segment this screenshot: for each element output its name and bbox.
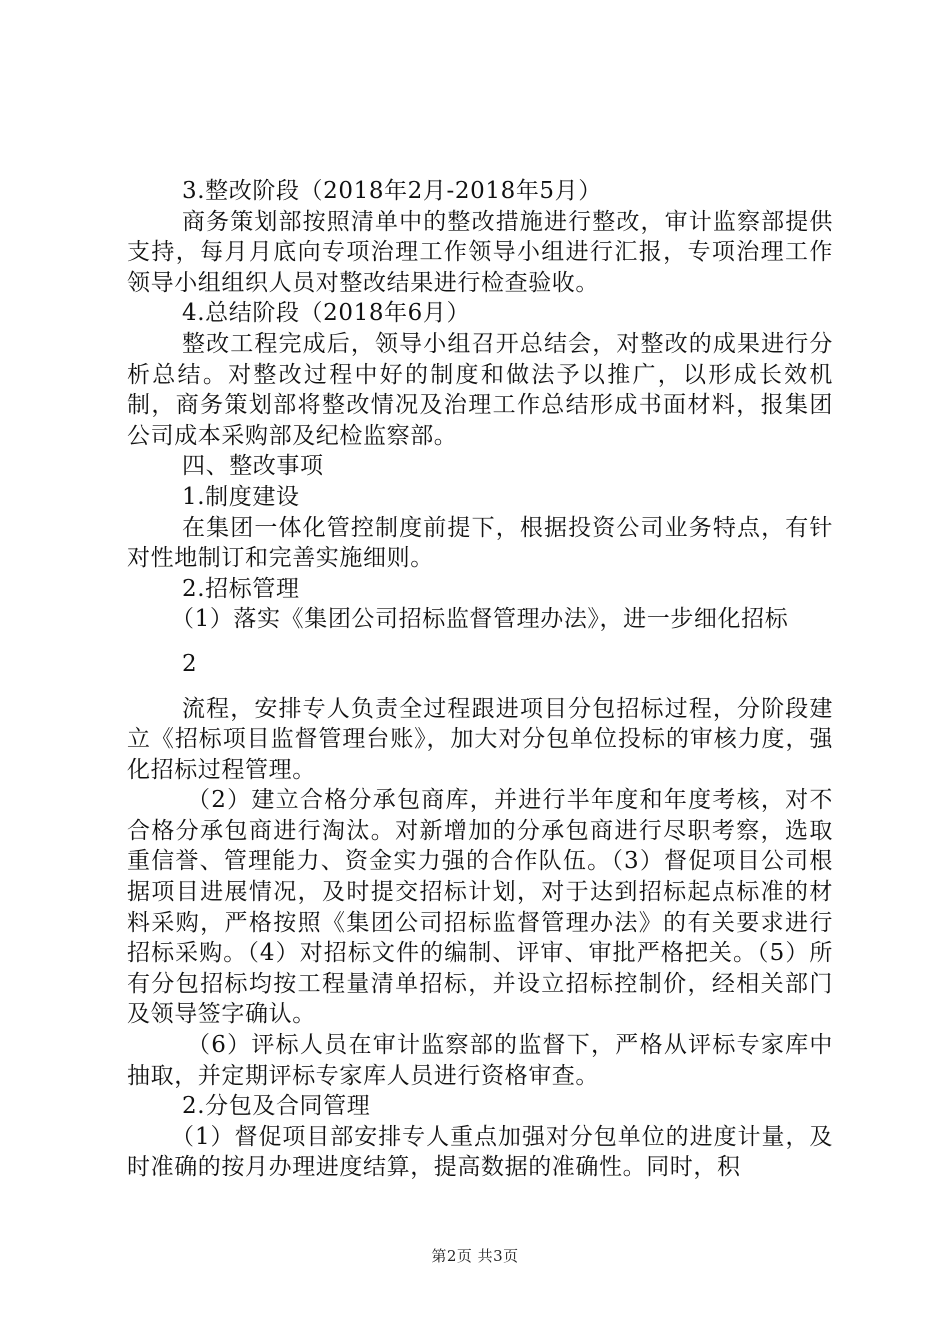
inline-page-number: 2 — [182, 650, 198, 677]
heading-summary-stage: 4.总结阶段（2018年6月） — [182, 300, 471, 327]
document-body — [127, 176, 833, 1183]
paragraph-bidding-item-1-start: （1）落实《集团公司招标监督管理办法》，进一步细化招标 — [171, 606, 789, 633]
paragraph-bidding-item-6: （6）评标人员在审计监察部的监督下，严格从评标专家库中抽取，并定期评标专家库人员进行资格审查。 — [127, 1032, 833, 1089]
paragraph-bidding-item-1-continued: 流程，安排专人负责全过程跟进项目分包招标过程，分阶段建立《招标项目监督管理台账》，加大对分包单位投标的审核力度，强化招标过程管理。 — [127, 695, 833, 783]
paragraph-system-building: 在集团一体化管控制度前提下，根据投资公司业务特点，有针对性地制订和完善实施细则。 — [127, 514, 833, 572]
paragraph-subcontract-item-1: （1）督促项目部安排专人重点加强对分包单位的进度计量，及时准确的按月办理进度结算，提高数据的准确性。同时，积 — [127, 1123, 833, 1181]
heading-rectification-stage: 3.整改阶段（2018年2月-2018年5月） — [182, 178, 602, 204]
paragraph-rectification-stage: 商务策划部按照清单中的整改措施进行整改，审计监察部提供支持，每月月底向专项治理工作领导小组进行汇报，专项治理工作领导小组组织人员对整改结果进行检查验收。 — [127, 208, 833, 296]
heading-subcontract-management: 2.分包及合同管理 — [182, 1093, 371, 1120]
paragraph-summary-stage: 整改工程完成后，领导小组召开总结会，对整改的成果进行分析总结。对整改过程中好的制度和做法予以推广，以形成长效机制，商务策划部将整改情况及治理工作总结形成书面材料，报集团公司成本采购部及纪检监察部。 — [127, 330, 833, 449]
paragraph-bidding-items-2-5: （2）建立合格分承包商库，并进行半年度和年度考核，对不合格分承包商进行淘汰。对新增加的分承包商进行尽职考察，选取重信誉、管理能力、资金实力强的合作队伍。（3）督促项目公司根据项目进展情况，及时提交招标计划，对于达到招标起点标准的材料采购，严格按照《集团公司招标监督管理办法》的有关要求进行招标采购。（4）对招标文件的编制、评审、审批严格把关。（5）所有分包招标均按工程量清单招标，并设立招标控制价，经相关部门及领导签字确认。 — [127, 787, 833, 1028]
heading-bidding-management: 2.招标管理 — [182, 575, 300, 602]
heading-system-building: 1.制度建设 — [182, 483, 300, 510]
page-footer: 第2页 共3页 — [431, 1247, 519, 1265]
heading-rectification-items: 四、整改事项 — [182, 453, 324, 480]
